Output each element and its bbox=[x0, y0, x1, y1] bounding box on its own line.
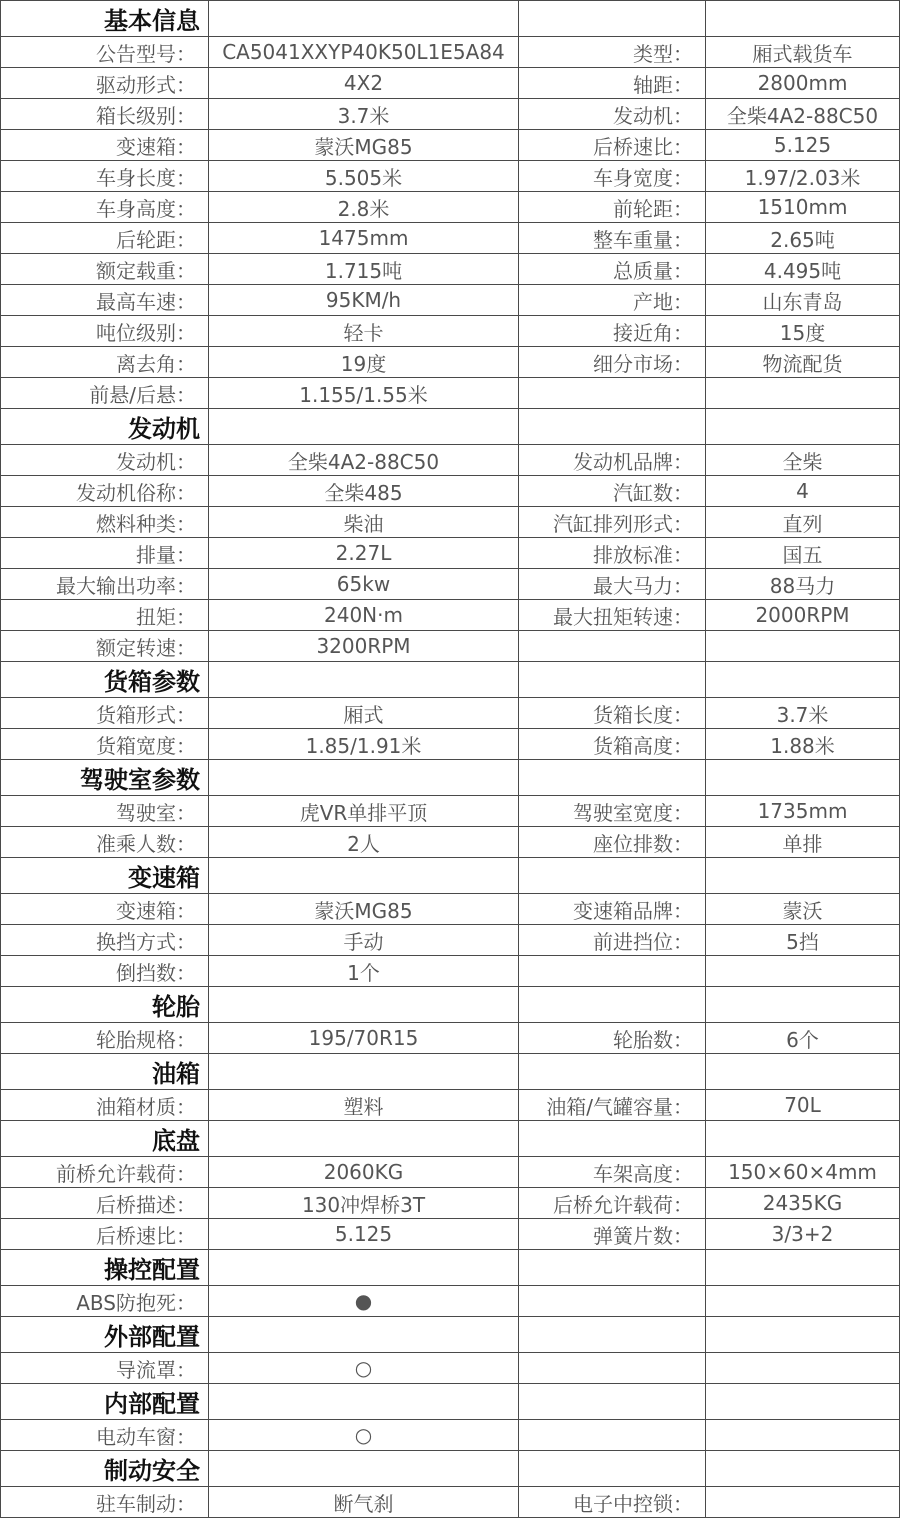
spec-value bbox=[706, 1487, 900, 1518]
spec-label: 发动机： bbox=[519, 99, 706, 130]
spec-row bbox=[1, 99, 900, 130]
spec-value: 厢式载货车 bbox=[706, 37, 900, 68]
spec-row bbox=[1, 161, 900, 192]
spec-value: 2435KG bbox=[706, 1188, 900, 1219]
spec-label: 发动机： bbox=[1, 445, 209, 476]
spec-label: 油箱材质： bbox=[1, 1090, 209, 1121]
empty-cell bbox=[209, 760, 519, 796]
spec-label: 整车重量： bbox=[519, 223, 706, 254]
spec-row bbox=[1, 925, 900, 956]
spec-value bbox=[706, 1286, 900, 1317]
spec-row bbox=[1, 796, 900, 827]
spec-label: 准乘人数： bbox=[1, 827, 209, 858]
spec-value: 4 bbox=[706, 476, 900, 507]
spec-value: 240N·m bbox=[209, 600, 519, 631]
spec-label: 油箱/气罐容量： bbox=[519, 1090, 706, 1121]
spec-label bbox=[519, 631, 706, 662]
empty-cell bbox=[519, 1317, 706, 1353]
spec-label: 接近角： bbox=[519, 316, 706, 347]
spec-row bbox=[1, 254, 900, 285]
spec-label: 汽缸数： bbox=[519, 476, 706, 507]
spec-label: 发动机品牌： bbox=[519, 445, 706, 476]
section-header-row bbox=[1, 987, 900, 1023]
spec-label: 换挡方式： bbox=[1, 925, 209, 956]
spec-row bbox=[1, 698, 900, 729]
spec-value: 65kw bbox=[209, 569, 519, 600]
spec-label: 排量： bbox=[1, 538, 209, 569]
spec-label: 倒挡数： bbox=[1, 956, 209, 987]
section-header-row bbox=[1, 1054, 900, 1090]
spec-row bbox=[1, 631, 900, 662]
empty-cell bbox=[706, 409, 900, 445]
spec-row bbox=[1, 285, 900, 316]
spec-value: 轻卡 bbox=[209, 316, 519, 347]
empty-cell bbox=[519, 662, 706, 698]
spec-label: 类型： bbox=[519, 37, 706, 68]
empty-cell bbox=[706, 1451, 900, 1487]
spec-value: 全柴485 bbox=[209, 476, 519, 507]
spec-label: 最大输出功率： bbox=[1, 569, 209, 600]
spec-value: 1.85/1.91米 bbox=[209, 729, 519, 760]
spec-label: 车身高度： bbox=[1, 192, 209, 223]
spec-label: 后桥允许载荷： bbox=[519, 1188, 706, 1219]
spec-label: 弹簧片数： bbox=[519, 1219, 706, 1250]
spec-label: 公告型号： bbox=[1, 37, 209, 68]
empty-cell bbox=[209, 1451, 519, 1487]
spec-label: 座位排数： bbox=[519, 827, 706, 858]
empty-cell bbox=[706, 987, 900, 1023]
section-title: 发动机 bbox=[1, 409, 209, 445]
spec-row bbox=[1, 192, 900, 223]
spec-value: 2800mm bbox=[706, 68, 900, 99]
empty-cell bbox=[519, 987, 706, 1023]
spec-value: 88马力 bbox=[706, 569, 900, 600]
section-title: 驾驶室参数 bbox=[1, 760, 209, 796]
empty-cell bbox=[706, 760, 900, 796]
empty-cell bbox=[706, 1384, 900, 1420]
spec-label: 驱动形式： bbox=[1, 68, 209, 99]
spec-label: 变速箱品牌： bbox=[519, 894, 706, 925]
empty-cell bbox=[519, 1121, 706, 1157]
spec-label: 后桥速比： bbox=[1, 1219, 209, 1250]
spec-value: 15度 bbox=[706, 316, 900, 347]
spec-label: 细分市场： bbox=[519, 347, 706, 378]
spec-label: 额定转速： bbox=[1, 631, 209, 662]
spec-row bbox=[1, 729, 900, 760]
section-header-row bbox=[1, 1121, 900, 1157]
spec-row bbox=[1, 1420, 900, 1451]
empty-cell bbox=[209, 662, 519, 698]
empty-cell bbox=[706, 1121, 900, 1157]
spec-value: 全柴4A2-88C50 bbox=[209, 445, 519, 476]
empty-cell bbox=[209, 1384, 519, 1420]
spec-row bbox=[1, 1090, 900, 1121]
spec-value: 3.7米 bbox=[706, 698, 900, 729]
section-header-row bbox=[1, 1250, 900, 1286]
spec-value: 1.715吨 bbox=[209, 254, 519, 285]
spec-label: 电动车窗： bbox=[1, 1420, 209, 1451]
spec-value: 3200RPM bbox=[209, 631, 519, 662]
spec-value: 6个 bbox=[706, 1023, 900, 1054]
spec-row bbox=[1, 476, 900, 507]
empty-cell bbox=[519, 1451, 706, 1487]
spec-label bbox=[519, 378, 706, 409]
spec-value: 3.7米 bbox=[209, 99, 519, 130]
spec-row bbox=[1, 600, 900, 631]
spec-label: 汽缸排列形式： bbox=[519, 507, 706, 538]
spec-row bbox=[1, 130, 900, 161]
spec-label: 吨位级别： bbox=[1, 316, 209, 347]
spec-value: 5.125 bbox=[706, 130, 900, 161]
empty-cell bbox=[209, 1317, 519, 1353]
spec-value: 1510mm bbox=[706, 192, 900, 223]
spec-value: 直列 bbox=[706, 507, 900, 538]
spec-label: 车身长度： bbox=[1, 161, 209, 192]
spec-label: 燃料种类： bbox=[1, 507, 209, 538]
spec-row bbox=[1, 347, 900, 378]
section-title: 变速箱 bbox=[1, 858, 209, 894]
spec-value: 1735mm bbox=[706, 796, 900, 827]
spec-row bbox=[1, 1188, 900, 1219]
empty-cell bbox=[519, 1384, 706, 1420]
empty-cell bbox=[519, 1250, 706, 1286]
spec-value: 2000RPM bbox=[706, 600, 900, 631]
spec-value: 单排 bbox=[706, 827, 900, 858]
spec-row bbox=[1, 569, 900, 600]
spec-value: 2060KG bbox=[209, 1157, 519, 1188]
spec-value: 蒙沃MG85 bbox=[209, 130, 519, 161]
spec-value: 5.505米 bbox=[209, 161, 519, 192]
section-header-row bbox=[1, 662, 900, 698]
section-header-row bbox=[1, 760, 900, 796]
spec-label: 前悬/后悬： bbox=[1, 378, 209, 409]
spec-label: 变速箱： bbox=[1, 130, 209, 161]
spec-value: 手动 bbox=[209, 925, 519, 956]
section-title: 基本信息 bbox=[1, 1, 209, 37]
spec-row bbox=[1, 37, 900, 68]
spec-value: 1.97/2.03米 bbox=[706, 161, 900, 192]
empty-cell bbox=[706, 858, 900, 894]
spec-row bbox=[1, 1023, 900, 1054]
spec-row bbox=[1, 1286, 900, 1317]
spec-value: 厢式 bbox=[209, 698, 519, 729]
section-title: 底盘 bbox=[1, 1121, 209, 1157]
spec-label bbox=[519, 956, 706, 987]
empty-cell bbox=[209, 409, 519, 445]
spec-value bbox=[706, 631, 900, 662]
empty-cell bbox=[706, 1250, 900, 1286]
spec-value: 蒙沃MG85 bbox=[209, 894, 519, 925]
spec-label: 后桥速比： bbox=[519, 130, 706, 161]
spec-label: 离去角： bbox=[1, 347, 209, 378]
spec-label: 导流罩： bbox=[1, 1353, 209, 1384]
empty-cell bbox=[519, 1, 706, 37]
spec-label: 最高车速： bbox=[1, 285, 209, 316]
spec-label: 轮胎规格： bbox=[1, 1023, 209, 1054]
section-header-row bbox=[1, 858, 900, 894]
spec-value: 5挡 bbox=[706, 925, 900, 956]
spec-row bbox=[1, 956, 900, 987]
section-header-row bbox=[1, 1451, 900, 1487]
spec-row bbox=[1, 1219, 900, 1250]
spec-value: 5.125 bbox=[209, 1219, 519, 1250]
spec-value: ● bbox=[209, 1286, 519, 1317]
spec-label: 前轮距： bbox=[519, 192, 706, 223]
spec-value: ○ bbox=[209, 1420, 519, 1451]
spec-label: 驻车制动： bbox=[1, 1487, 209, 1518]
empty-cell bbox=[706, 1, 900, 37]
spec-row bbox=[1, 1353, 900, 1384]
spec-row bbox=[1, 1487, 900, 1518]
empty-cell bbox=[519, 858, 706, 894]
section-title: 内部配置 bbox=[1, 1384, 209, 1420]
spec-label: 扭矩： bbox=[1, 600, 209, 631]
spec-value bbox=[706, 1353, 900, 1384]
spec-label: 货箱长度： bbox=[519, 698, 706, 729]
spec-label: 前进挡位： bbox=[519, 925, 706, 956]
spec-value: 130冲焊桥3T bbox=[209, 1188, 519, 1219]
spec-label: 排放标准： bbox=[519, 538, 706, 569]
spec-row bbox=[1, 1157, 900, 1188]
spec-value: 物流配货 bbox=[706, 347, 900, 378]
spec-row bbox=[1, 68, 900, 99]
spec-label: 电子中控锁： bbox=[519, 1487, 706, 1518]
spec-label: 产地： bbox=[519, 285, 706, 316]
spec-label bbox=[519, 1286, 706, 1317]
spec-label: 发动机俗称： bbox=[1, 476, 209, 507]
spec-value: 2.8米 bbox=[209, 192, 519, 223]
spec-row bbox=[1, 827, 900, 858]
spec-value: 70L bbox=[706, 1090, 900, 1121]
section-title: 货箱参数 bbox=[1, 662, 209, 698]
spec-label: 货箱宽度： bbox=[1, 729, 209, 760]
spec-value: 全柴4A2-88C50 bbox=[706, 99, 900, 130]
spec-label: 轴距： bbox=[519, 68, 706, 99]
spec-value: 3/3+2 bbox=[706, 1219, 900, 1250]
section-header-row bbox=[1, 409, 900, 445]
spec-value: 虎VR单排平顶 bbox=[209, 796, 519, 827]
spec-label: 货箱高度： bbox=[519, 729, 706, 760]
spec-row bbox=[1, 316, 900, 347]
section-title: 外部配置 bbox=[1, 1317, 209, 1353]
spec-row bbox=[1, 223, 900, 254]
spec-value: 4.495吨 bbox=[706, 254, 900, 285]
spec-value: ○ bbox=[209, 1353, 519, 1384]
section-header-row bbox=[1, 1384, 900, 1420]
empty-cell bbox=[706, 1054, 900, 1090]
spec-row bbox=[1, 894, 900, 925]
empty-cell bbox=[706, 1317, 900, 1353]
spec-row bbox=[1, 538, 900, 569]
spec-label: 车架高度： bbox=[519, 1157, 706, 1188]
spec-label: 箱长级别： bbox=[1, 99, 209, 130]
spec-value: 柴油 bbox=[209, 507, 519, 538]
spec-table-body bbox=[1, 1, 900, 1518]
spec-value: 国五 bbox=[706, 538, 900, 569]
spec-value: 4X2 bbox=[209, 68, 519, 99]
section-title: 油箱 bbox=[1, 1054, 209, 1090]
section-title: 操控配置 bbox=[1, 1250, 209, 1286]
spec-value: 塑料 bbox=[209, 1090, 519, 1121]
section-title: 轮胎 bbox=[1, 987, 209, 1023]
empty-cell bbox=[519, 760, 706, 796]
spec-value bbox=[706, 956, 900, 987]
empty-cell bbox=[706, 662, 900, 698]
spec-value: 1475mm bbox=[209, 223, 519, 254]
spec-value: 195/70R15 bbox=[209, 1023, 519, 1054]
spec-value: CA5041XXYP40K50L1E5A84 bbox=[209, 37, 519, 68]
empty-cell bbox=[209, 1, 519, 37]
section-header-row bbox=[1, 1, 900, 37]
spec-value: 95KM/h bbox=[209, 285, 519, 316]
section-title: 制动安全 bbox=[1, 1451, 209, 1487]
empty-cell bbox=[209, 1121, 519, 1157]
spec-value: 山东青岛 bbox=[706, 285, 900, 316]
spec-label: ABS防抱死： bbox=[1, 1286, 209, 1317]
spec-value: 1.155/1.55米 bbox=[209, 378, 519, 409]
spec-label: 额定载重： bbox=[1, 254, 209, 285]
spec-value: 2.27L bbox=[209, 538, 519, 569]
spec-label: 驾驶室： bbox=[1, 796, 209, 827]
empty-cell bbox=[519, 409, 706, 445]
spec-value bbox=[706, 1420, 900, 1451]
spec-row bbox=[1, 507, 900, 538]
spec-row bbox=[1, 445, 900, 476]
spec-label: 轮胎数： bbox=[519, 1023, 706, 1054]
spec-label: 最大扭矩转速： bbox=[519, 600, 706, 631]
spec-value: 2人 bbox=[209, 827, 519, 858]
spec-label bbox=[519, 1420, 706, 1451]
empty-cell bbox=[209, 858, 519, 894]
spec-label: 后桥描述： bbox=[1, 1188, 209, 1219]
spec-value: 150×60×4mm bbox=[706, 1157, 900, 1188]
section-header-row bbox=[1, 1317, 900, 1353]
spec-label: 驾驶室宽度： bbox=[519, 796, 706, 827]
spec-label: 前桥允许载荷： bbox=[1, 1157, 209, 1188]
empty-cell bbox=[209, 987, 519, 1023]
spec-value: 全柴 bbox=[706, 445, 900, 476]
spec-label: 货箱形式： bbox=[1, 698, 209, 729]
empty-cell bbox=[519, 1054, 706, 1090]
spec-value: 断气刹 bbox=[209, 1487, 519, 1518]
spec-value: 蒙沃 bbox=[706, 894, 900, 925]
spec-value: 1个 bbox=[209, 956, 519, 987]
spec-label: 后轮距： bbox=[1, 223, 209, 254]
spec-value: 1.88米 bbox=[706, 729, 900, 760]
spec-label: 最大马力： bbox=[519, 569, 706, 600]
spec-label: 变速箱： bbox=[1, 894, 209, 925]
spec-value bbox=[706, 378, 900, 409]
spec-label: 总质量： bbox=[519, 254, 706, 285]
spec-label: 车身宽度： bbox=[519, 161, 706, 192]
spec-value: 19度 bbox=[209, 347, 519, 378]
spec-value: 2.65吨 bbox=[706, 223, 900, 254]
empty-cell bbox=[209, 1054, 519, 1090]
spec-label bbox=[519, 1353, 706, 1384]
empty-cell bbox=[209, 1250, 519, 1286]
spec-row bbox=[1, 378, 900, 409]
